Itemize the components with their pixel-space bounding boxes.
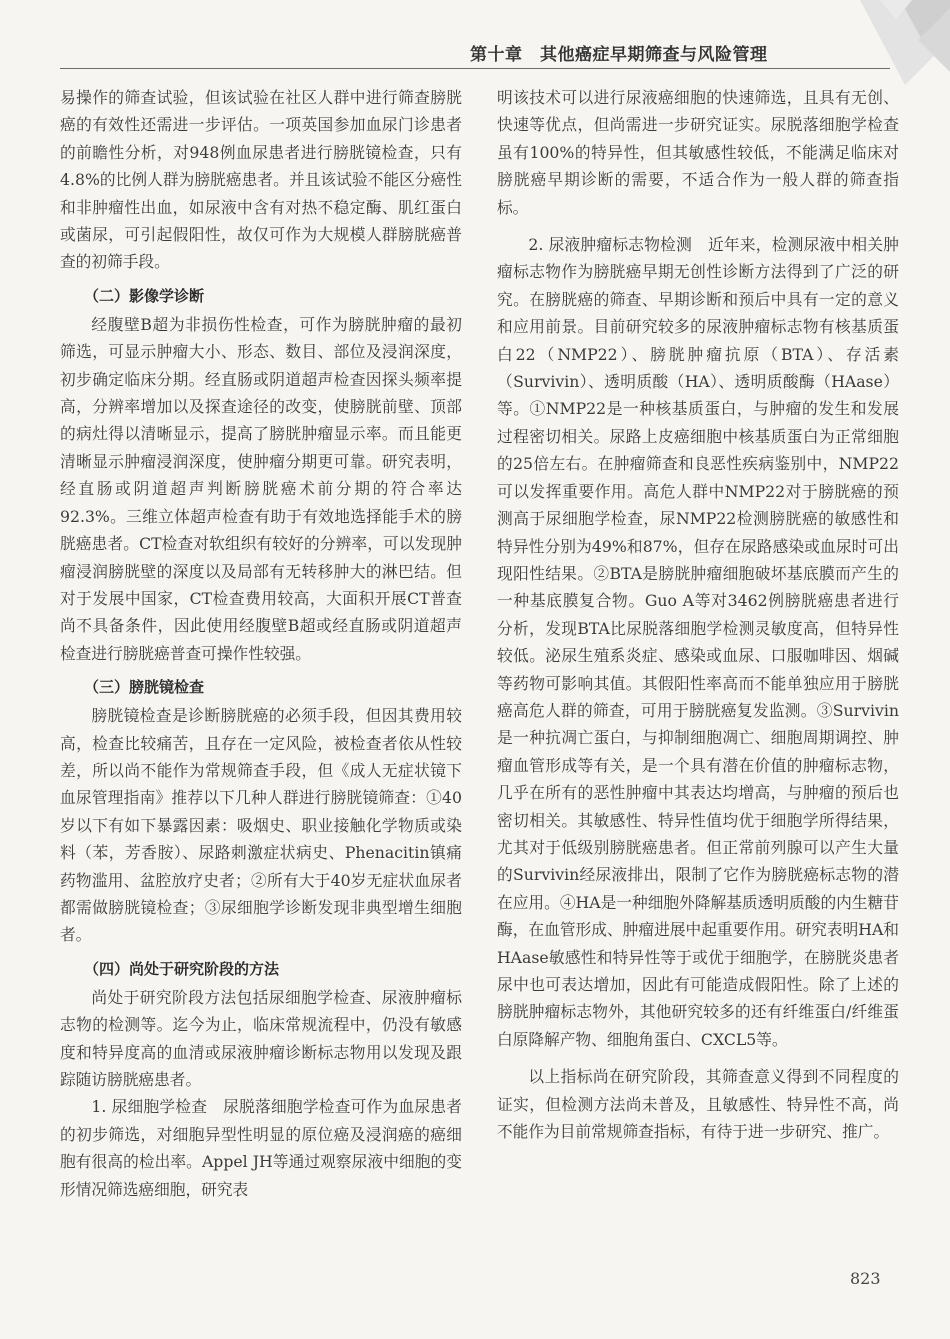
section-heading-imaging: （二）影像学诊断 [84,286,205,305]
paragraph-cystoscopy: 膀胱镜检查是诊断膀胱癌的必须手段，但因其费用较高，检查比较痛苦，且存在一定风险，被检查者依从性较差，所以尚不能作为常规筛查手段，但《成人无症状镜下血尿管理指南》推荐以下几种人群进行膀胱镜筛查：①40岁以下有如下暴露因素：吸烟史、职业接触化学物质或染料（苯，芳香胺）、尿路刺激症状病史、Phenacitin镇痛药物滥用、盆腔放疗史者；②所有大于40岁无症状血尿者都需做膀胱镜检查；③尿细胞学诊断发现非典型增生细胞者。 [60,706,462,945]
paragraph-imaging: 经腹壁B超为非损伤性检查，可作为膀胱肿瘤的最初筛选，可显示肿瘤大小、形态、数目、部位及浸润深度，初步确定临床分期。经直肠或阴道超声检查因探头频率提高，分辨率增加以及探查途径的改变，使膀胱前壁、顶部的病灶得以清晰显示，提高了膀胱肿瘤显示率。而且能更清晰显示肿瘤浸润深度，使肿瘤分期更可靠。研究表明，经直肠或阴道超声判断膀胱癌术前分期的符合率达92.3%。三维立体超声检查有助于有效地选择能手术的膀胱癌患者。CT检查对软组织有较好的分辨率，可以发现肿瘤浸润膀胱壁的深度以及局部有无转移肿大的淋巴结。但对于发展中国家，CT检查费用较高，大面积开展CT普查尚不具备条件，因此使用经腹壁B超或经直肠或阴道超声检查进行膀胱癌普查可操作性较强。 [60,314,462,663]
section-heading-research-methods: （四）尚处于研究阶段的方法 [84,959,280,978]
right-column [497,84,899,1145]
paragraph-conclusion: 以上指标尚在研究阶段，其筛查意义得到不同程度的证实，但检测方法尚未普及，且敏感性、特异性不高，尚不能作为目前常规筛查指标，有待于进一步研究、推广。 [497,1067,899,1142]
paragraph-cytology-continued: 明该技术可以进行尿液癌细胞的快速筛选，且具有无创、快速等优点，但尚需进一步研究证实。尿脱落细胞学检查虽有100%的特异性，但其敏感性较低，不能满足临床对膀胱癌早期诊断的需要，不适合作为一般人群的筛查指标。 [497,88,899,217]
left-column [60,84,462,1203]
paragraph-urine-cytology: 1. 尿细胞学检查 尿脱落细胞学检查可作为血尿患者的初步筛选，对细胞异型性明显的原位癌及浸润癌的癌细胞有很高的检出率。Appel JH等通过观察尿液中细胞的变形情况筛选癌细胞，研究表 [60,1097,462,1199]
header-rule [60,68,890,69]
section-heading-cystoscopy: （三）膀胱镜检查 [84,678,205,697]
paragraph-blood-test-screening: 易操作的筛查试验，但该试验在社区人群中进行筛查膀胱癌的有效性还需进一步评估。一项英国参加血尿门诊患者的前瞻性分析，对948例血尿患者进行膀胱镜检查，只有4.8%的比例人群为膀胱癌患者。并且该试验不能区分癌性和非肿瘤性出血，如尿液中含有对热不稳定酶、肌红蛋白或菌尿，可引起假阳性，故仅可作为大规模人群膀胱癌普查的初筛手段。 [60,88,462,272]
chapter-header: 第十章 其他癌症早期筛查与风险管理 [470,45,768,65]
paragraph-urine-tumor-markers: 2. 尿液肿瘤标志物检测 近年来，检测尿液中相关肿瘤标志物作为膀胱癌早期无创性诊断方法得到了广泛的研究。在膀胱癌的筛查、早期诊断和预后中具有一定的意义和应用前景。目前研究较多的尿液肿瘤标志物有核基质蛋白22（NMP22）、膀胱肿瘤抗原（BTA）、存活素（Survivin）、透明质酸（HA）、透明质酸酶（HAase）等。①NMP22是一种核基质蛋白，与肿瘤的发生和发展过程密切相关。尿路上皮癌细胞中核基质蛋白为正常细胞的25倍左右。在肿瘤筛查和良恶性疾病鉴别中，NMP22可以发挥重要作用。高危人群中NMP22对于膀胱癌的预测高于尿细胞学检查，尿NMP22检测膀胱癌的敏感性和特异性分别为49%和87%，但存在尿路感染或血尿时可出现阳性结果。②BTA是膀胱肿瘤细胞破坏基底膜而产生的一种基底膜复合物。Guo A等对3462例膀胱癌患者进行分析，发现BTA比尿脱落细胞学检测灵敏度高，但特异性较低。泌尿生殖系炎症、感染或血尿、口服咖啡因、烟碱等药物可影响其值。其假阳性率高而不能单独应用于膀胱癌高危人群的筛查，可用于膀胱癌复发监测。③Survivin是一种抗凋亡蛋白，与抑制细胞凋亡、细胞周期调控、肿瘤血管形成等有关，是一个具有潜在价值的肿瘤标志物，几乎在所有的恶性肿瘤中其表达均增高，与肿瘤的预后也密切相关。其敏感性、特异性值均优于细胞学所得结果，尤其对于低级别膀胱癌患者。但正常前列腺可以产生大量的Survivin经尿液排出，限制了它作为膀胱癌标志物的潜在应用。④HA是一种细胞外降解基质透明质酸的内生糖苷酶，在血管形成、肿瘤进展中起重要作用。研究表明HA和HAase敏感性和特异性等于或优于细胞学，在膀胱炎患者尿中也可表达增加，因此有可能造成假阳性。除了上述的膀胱肿瘤标志物外，其他研究较多的还有纤维蛋白/纤维蛋白原降解产物、细胞角蛋白、CXCL5等。 [497,235,899,1049]
paragraph-research-methods: 尚处于研究阶段方法包括尿细胞学检查、尿液肿瘤标志物的检测等。迄今为止，临床常规流程中，仍没有敏感度和特异度高的血清或尿液肿瘤诊断标志物用以发现及跟踪随访膀胱癌患者。 [60,987,462,1089]
page-number: 823 [850,1269,881,1288]
